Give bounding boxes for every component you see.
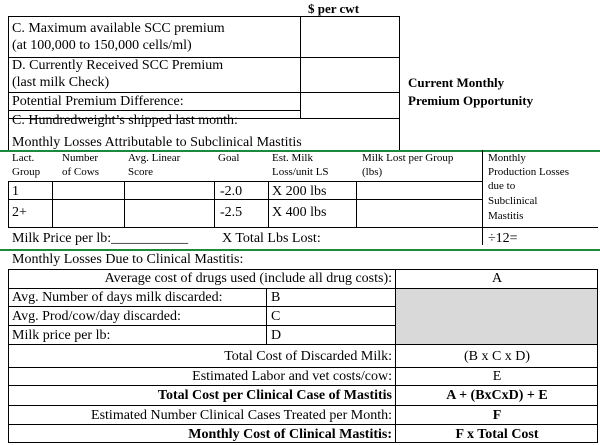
milk-price-per-lb: Milk Price per lb:___________ <box>12 231 189 246</box>
hundredweight-label: C. Hundredweight’s shipped last month: <box>12 113 238 128</box>
max-premium-sub: (at 100,000 to 150,000 cells/ml) <box>12 38 192 53</box>
col-lact-group-1: Lact. <box>12 152 35 164</box>
col-monthly-4: Subclinical <box>488 195 538 207</box>
labor-vet-value: E <box>492 369 502 384</box>
drugs-cost-label: Average cost of drugs used (include all drug costs): <box>104 271 392 286</box>
col-number-cows-1: Number <box>62 152 99 164</box>
section-divider <box>0 249 600 251</box>
prod-discarded-value: C <box>271 309 281 324</box>
discarded-milk-value: (B x C x D) <box>463 349 531 364</box>
days-discarded-label: Avg. Number of days milk discarded: <box>12 290 223 305</box>
group-2-loss: X 400 lbs <box>272 205 327 220</box>
potential-premium-difference-label: Potential Premium Difference: <box>12 94 184 109</box>
clinical-title: Monthly Losses Due to Clinical Mastitis: <box>12 252 244 267</box>
total-cost-case-value: A + (BxCxD) + E <box>446 388 548 403</box>
col-est-milk-loss-2: Loss/unit LS <box>272 166 329 178</box>
milk-price-label: Milk price per lb: <box>12 328 111 343</box>
col-number-cows-2: of Cows <box>62 166 99 178</box>
monthly-cost-value: F x Total Cost <box>455 427 539 442</box>
group-1-loss: X 200 lbs <box>272 184 327 199</box>
opportunity-title-2: Premium Opportunity <box>408 93 534 108</box>
col-milk-lost-2: (lbs) <box>362 166 383 178</box>
premium-column-divider <box>300 16 301 118</box>
prod-discarded-label: Avg. Prod/cow/day discarded: <box>12 309 181 324</box>
total-cost-case-label: Total Cost per Clinical Case of Mastitis <box>157 388 392 403</box>
clinical-cases-value: F <box>492 408 502 423</box>
col-monthly-3: due to <box>488 180 516 192</box>
divide-by-twelve: ÷12= <box>488 231 518 246</box>
received-premium-label: D. Currently Received SCC Premium <box>12 58 224 73</box>
opportunity-title-1: Current Monthly <box>408 75 505 90</box>
max-premium-label: C. Maximum available SCC premium <box>12 21 225 36</box>
col-monthly-1: Monthly <box>488 152 526 164</box>
group-2-goal: -2.5 <box>220 205 243 220</box>
col-lact-group-2: Group <box>12 166 41 178</box>
labor-vet-label: Estimated Labor and vet costs/cow: <box>192 369 392 384</box>
monthly-cost-label: Monthly Cost of Clinical Mastitis: <box>188 427 392 442</box>
col-linear-score-2: Score <box>128 166 154 178</box>
drugs-cost-value: A <box>491 271 503 286</box>
clinical-cases-label: Estimated Number Clinical Cases Treated per Month: <box>91 408 392 423</box>
discarded-milk-label: Total Cost of Discarded Milk: <box>224 349 392 364</box>
milk-price-value: D <box>271 328 282 343</box>
group-1-label: 1 <box>12 184 19 199</box>
col-goal: Goal <box>218 152 240 164</box>
col-est-milk-loss-1: Est. Milk <box>272 152 313 164</box>
subclinical-title: Monthly Losses Attributable to Subclinical Mastitis <box>12 135 302 150</box>
days-discarded-value: B <box>271 290 281 305</box>
group-2-label: 2+ <box>12 205 27 220</box>
received-premium-sub: (last milk Check) <box>12 75 110 90</box>
per-cwt-header: $ per cwt <box>308 1 360 16</box>
col-milk-lost-1: Milk Lost per Group <box>362 152 454 164</box>
col-monthly-2: Production Losses <box>488 166 569 178</box>
group-1-goal: -2.0 <box>220 184 243 199</box>
col-linear-score-1: Avg. Linear <box>128 152 181 164</box>
col-monthly-5: Mastitis <box>488 210 524 222</box>
shaded-area <box>396 288 597 344</box>
total-lbs-lost: X Total Lbs Lost: <box>222 231 321 246</box>
